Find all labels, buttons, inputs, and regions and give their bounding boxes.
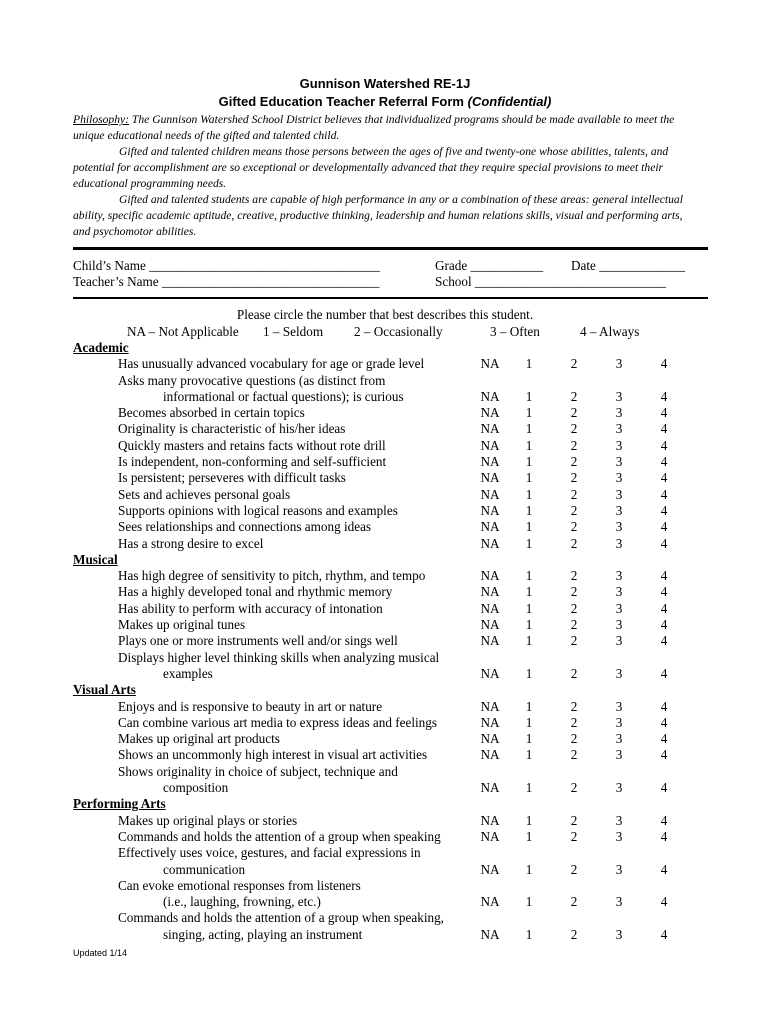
table-row (0, 780, 770, 796)
table-row (0, 389, 770, 405)
rating-option-4[interactable]: 4 (660, 535, 668, 551)
criterion-text: Becomes absorbed in certain topics (118, 405, 305, 421)
criterion-text: Originality is characteristic of his/her ideas (118, 421, 346, 437)
rating-option-1[interactable]: 1 (525, 519, 533, 535)
divider-top (73, 247, 708, 250)
criterion-text: Has a strong desire to excel (118, 535, 264, 551)
rating-option-2[interactable]: 2 (570, 731, 578, 747)
table-row (0, 666, 770, 682)
rating-option-1[interactable]: 1 (525, 747, 533, 763)
rating-option-3[interactable]: 3 (615, 780, 623, 796)
rating-option-na[interactable]: NA (480, 731, 500, 747)
table-row (0, 536, 770, 552)
rating-option-na[interactable]: NA (480, 926, 500, 942)
rating-option-1[interactable]: 1 (525, 861, 533, 877)
rating-option-1[interactable]: 1 (525, 812, 533, 828)
rating-option-3[interactable]: 3 (615, 486, 623, 502)
criterion-text: Can combine various art media to express ideas and feelings (118, 714, 437, 730)
rating-option-na[interactable]: NA (480, 828, 500, 844)
rating-option-4[interactable]: 4 (660, 584, 668, 600)
table-row (0, 910, 770, 926)
rating-option-4[interactable]: 4 (660, 405, 668, 421)
rating-option-3[interactable]: 3 (615, 665, 623, 681)
rating-option-3[interactable]: 3 (615, 502, 623, 518)
rating-option-2[interactable]: 2 (570, 747, 578, 763)
rating-option-2[interactable]: 2 (570, 405, 578, 421)
rating-option-4[interactable]: 4 (660, 926, 668, 942)
rating-option-3[interactable]: 3 (615, 828, 623, 844)
criterion-text: Enjoys and is responsive to beauty in art or nature (118, 698, 383, 714)
rating-option-4[interactable]: 4 (660, 454, 668, 470)
rating-option-1[interactable]: 1 (525, 388, 533, 404)
criterion-text: examples (163, 665, 213, 681)
rating-option-4[interactable]: 4 (660, 388, 668, 404)
rating-option-3[interactable]: 3 (615, 861, 623, 877)
rating-option-4[interactable]: 4 (660, 861, 668, 877)
section-heading: Academic (73, 340, 129, 355)
table-row (0, 438, 770, 454)
rating-option-4[interactable]: 4 (660, 486, 668, 502)
rating-option-2[interactable]: 2 (570, 617, 578, 633)
rating-option-na[interactable]: NA (480, 665, 500, 681)
table-row (0, 519, 770, 535)
table-row (0, 617, 770, 633)
scale-often: 3 – Often (490, 324, 540, 339)
rating-option-na[interactable]: NA (480, 747, 500, 763)
rating-option-2[interactable]: 2 (570, 535, 578, 551)
rating-option-na[interactable]: NA (480, 633, 500, 649)
table-row (0, 699, 770, 715)
table-row (0, 454, 770, 470)
rating-option-na[interactable]: NA (480, 600, 500, 616)
rating-option-4[interactable]: 4 (660, 437, 668, 453)
criterion-text: Shows originality in choice of subject, technique and (118, 763, 398, 779)
rating-option-4[interactable]: 4 (660, 617, 668, 633)
rating-option-na[interactable]: NA (480, 894, 500, 910)
philosophy-para2: Gifted and talented children means those persons between the ages of five and twenty-one whose abilities, talents, and potential for accomplishment are so exceptional or developmentally advanced that they require special provisions to meet their educational programming needs. (73, 145, 669, 190)
criterion-text: Can evoke emotional responses from listeners (118, 877, 361, 893)
table-row (0, 568, 770, 584)
criterion-text: Makes up original art products (118, 731, 280, 747)
rating-option-4[interactable]: 4 (660, 731, 668, 747)
table-row (0, 650, 770, 666)
rating-option-1[interactable]: 1 (525, 828, 533, 844)
teacher-name-field[interactable]: Teacher’s Name _________________________________ (73, 274, 380, 289)
section-heading: Performing Arts (73, 796, 166, 812)
rating-option-1[interactable]: 1 (525, 470, 533, 486)
rating-option-na[interactable]: NA (480, 356, 500, 372)
table-row (0, 633, 770, 649)
rating-option-na[interactable]: NA (480, 535, 500, 551)
rating-option-1[interactable]: 1 (525, 714, 533, 730)
form-title-main: Gifted Education Teacher Referral Form (218, 94, 468, 109)
rating-option-4[interactable]: 4 (660, 519, 668, 535)
section-heading: Musical (73, 551, 118, 567)
rating-option-2[interactable]: 2 (570, 698, 578, 714)
rating-option-1[interactable]: 1 (525, 665, 533, 681)
table-row (0, 405, 770, 421)
child-name-field[interactable]: Child’s Name ___________________________________ (73, 258, 380, 273)
rating-option-1[interactable]: 1 (525, 437, 533, 453)
criterion-text: (i.e., laughing, frowning, etc.) (163, 894, 321, 910)
rating-option-4[interactable]: 4 (660, 421, 668, 437)
criterion-text: communication (163, 861, 246, 877)
criterion-text: Has unusually advanced vocabulary for age or grade level (118, 356, 425, 372)
rating-option-1[interactable]: 1 (525, 486, 533, 502)
rating-option-na[interactable]: NA (480, 698, 500, 714)
table-row (0, 356, 770, 372)
section-header-row (0, 796, 770, 812)
criterion-text: Commands and holds the attention of a group when speaking (118, 828, 441, 844)
table-row (0, 862, 770, 878)
rating-option-2[interactable]: 2 (570, 486, 578, 502)
criterion-text: Has a highly developed tonal and rhythmic memory (118, 584, 393, 600)
divider-bottom (73, 297, 708, 299)
rating-option-2[interactable]: 2 (570, 454, 578, 470)
rating-option-4[interactable]: 4 (660, 894, 668, 910)
criterion-text: singing, acting, playing an instrument (163, 926, 363, 942)
rating-option-1[interactable]: 1 (525, 535, 533, 551)
criterion-text: Is independent, non-conforming and self-sufficient (118, 454, 387, 470)
criterion-text: Quickly masters and retains facts without rote drill (118, 437, 386, 453)
rating-option-3[interactable]: 3 (615, 698, 623, 714)
table-row (0, 584, 770, 600)
rating-option-3[interactable]: 3 (615, 731, 623, 747)
rating-option-na[interactable]: NA (480, 454, 500, 470)
rating-option-na[interactable]: NA (480, 437, 500, 453)
scale-always: 4 – Always (580, 324, 640, 339)
criterion-text: informational or factual questions); is curious (163, 388, 404, 404)
rating-option-na[interactable]: NA (480, 421, 500, 437)
philosophy-label: Philosophy: (73, 113, 130, 126)
rating-option-1[interactable]: 1 (525, 356, 533, 372)
philosophy-text: The Gunnison Watershed School District believes that individualized programs should be made available to meet the unique educational needs of the gifted and talented child. (73, 113, 675, 142)
table-row (0, 878, 770, 894)
rating-option-na[interactable]: NA (480, 584, 500, 600)
table-row (0, 813, 770, 829)
rating-option-na[interactable]: NA (480, 714, 500, 730)
criterion-text: Is persistent; perseveres with difficult tasks (118, 470, 346, 486)
rating-option-2[interactable]: 2 (570, 780, 578, 796)
district-title: Gunnison Watershed RE-1J (299, 76, 471, 91)
rating-option-1[interactable]: 1 (525, 780, 533, 796)
rating-option-1[interactable]: 1 (525, 617, 533, 633)
rating-option-2[interactable]: 2 (570, 356, 578, 372)
table-row (0, 764, 770, 780)
rating-option-2[interactable]: 2 (570, 926, 578, 942)
table-row (0, 894, 770, 910)
rating-option-3[interactable]: 3 (615, 633, 623, 649)
rating-option-3[interactable]: 3 (615, 894, 623, 910)
rating-option-3[interactable]: 3 (615, 584, 623, 600)
criterion-text: Has ability to perform with accuracy of intonation (118, 600, 383, 616)
scale-na: NA – Not Applicable (127, 324, 239, 339)
criterion-text: Displays higher level thinking skills when analyzing musical (118, 649, 440, 665)
rating-option-4[interactable]: 4 (660, 356, 668, 372)
rating-option-2[interactable]: 2 (570, 665, 578, 681)
rating-option-1[interactable]: 1 (525, 633, 533, 649)
philosophy-para3: Gifted and talented students are capable of high performance in any or a combination of these areas: general intellectual ability, specific academic aptitude, creative, productive thinking, leadership and human relations skills, visual and performing arts, and psychomotor abilities. (73, 193, 683, 238)
section-header-row (0, 552, 770, 568)
table-row (0, 927, 770, 943)
criterion-text: Effectively uses voice, gestures, and facial expressions in (118, 845, 421, 861)
rating-option-4[interactable]: 4 (660, 665, 668, 681)
rating-option-1[interactable]: 1 (525, 421, 533, 437)
rating-option-1[interactable]: 1 (525, 584, 533, 600)
rating-option-4[interactable]: 4 (660, 470, 668, 486)
rating-option-4[interactable]: 4 (660, 502, 668, 518)
rating-option-4[interactable]: 4 (660, 747, 668, 763)
criterion-text: Commands and holds the attention of a group when speaking, (118, 910, 444, 926)
table-row (0, 829, 770, 845)
rating-option-3[interactable]: 3 (615, 714, 623, 730)
criterion-text: Sets and achieves personal goals (118, 486, 291, 502)
scale-occasionally: 2 – Occasionally (354, 324, 443, 339)
rating-option-4[interactable]: 4 (660, 812, 668, 828)
table-row (0, 715, 770, 731)
rating-option-1[interactable]: 1 (525, 926, 533, 942)
rating-option-4[interactable]: 4 (660, 780, 668, 796)
criterion-text: Has high degree of sensitivity to pitch, rhythm, and tempo (118, 568, 426, 584)
criterion-text: Sees relationships and connections among ideas (118, 519, 372, 535)
section-header-row (0, 340, 770, 356)
rating-option-3[interactable]: 3 (615, 568, 623, 584)
rating-option-2[interactable]: 2 (570, 861, 578, 877)
rating-option-4[interactable]: 4 (660, 568, 668, 584)
criterion-text: Shows an uncommonly high interest in visual art activities (118, 747, 428, 763)
rating-option-na[interactable]: NA (480, 861, 500, 877)
rating-option-2[interactable]: 2 (570, 519, 578, 535)
rating-option-2[interactable]: 2 (570, 568, 578, 584)
rating-option-na[interactable]: NA (480, 812, 500, 828)
table-row (0, 421, 770, 437)
date-field[interactable]: Date _____________ (571, 258, 685, 273)
rating-option-1[interactable]: 1 (525, 454, 533, 470)
table-row (0, 845, 770, 861)
rating-option-3[interactable]: 3 (615, 519, 623, 535)
rating-table (0, 340, 770, 943)
rating-option-3[interactable]: 3 (615, 747, 623, 763)
table-row (0, 487, 770, 503)
rating-option-1[interactable]: 1 (525, 600, 533, 616)
rating-option-3[interactable]: 3 (615, 600, 623, 616)
criterion-text: Asks many provocative questions (as distinct from (118, 372, 386, 388)
rating-option-na[interactable]: NA (480, 388, 500, 404)
rating-option-2[interactable]: 2 (570, 502, 578, 518)
rating-option-4[interactable]: 4 (660, 633, 668, 649)
rating-option-na[interactable]: NA (480, 617, 500, 633)
rating-option-na[interactable]: NA (480, 780, 500, 796)
rating-option-4[interactable]: 4 (660, 714, 668, 730)
philosophy-block (73, 112, 701, 240)
rating-option-3[interactable]: 3 (615, 405, 623, 421)
rating-option-2[interactable]: 2 (570, 584, 578, 600)
rating-option-3[interactable]: 3 (615, 388, 623, 404)
rating-option-1[interactable]: 1 (525, 405, 533, 421)
rating-option-2[interactable]: 2 (570, 470, 578, 486)
rating-option-1[interactable]: 1 (525, 731, 533, 747)
criterion-text: composition (163, 780, 229, 796)
criterion-text: Makes up original plays or stories (118, 812, 298, 828)
rating-option-na[interactable]: NA (480, 519, 500, 535)
updated-footer: Updated 1/14 (73, 948, 128, 958)
rating-option-3[interactable]: 3 (615, 470, 623, 486)
rating-option-na[interactable]: NA (480, 486, 500, 502)
criterion-text: Supports opinions with logical reasons and examples (118, 502, 398, 518)
rating-option-na[interactable]: NA (480, 568, 500, 584)
rating-option-2[interactable]: 2 (570, 437, 578, 453)
rating-option-3[interactable]: 3 (615, 421, 623, 437)
rating-option-1[interactable]: 1 (525, 698, 533, 714)
table-row (0, 747, 770, 763)
scale-seldom: 1 – Seldom (263, 324, 324, 339)
instruction-text: Please circle the number that best describes this student. (236, 307, 534, 322)
rating-option-3[interactable]: 3 (615, 535, 623, 551)
rating-option-1[interactable]: 1 (525, 568, 533, 584)
criterion-text: Plays one or more instruments well and/or sings well (118, 633, 398, 649)
rating-option-3[interactable]: 3 (615, 356, 623, 372)
form-title (0, 94, 770, 109)
rating-option-4[interactable]: 4 (660, 698, 668, 714)
rating-option-3[interactable]: 3 (615, 454, 623, 470)
rating-option-2[interactable]: 2 (570, 812, 578, 828)
table-row (0, 601, 770, 617)
rating-option-1[interactable]: 1 (525, 502, 533, 518)
rating-option-1[interactable]: 1 (525, 894, 533, 910)
grade-field[interactable]: Grade ___________ (435, 258, 544, 273)
rating-option-na[interactable]: NA (480, 502, 500, 518)
rating-option-3[interactable]: 3 (615, 926, 623, 942)
rating-option-2[interactable]: 2 (570, 894, 578, 910)
rating-option-4[interactable]: 4 (660, 600, 668, 616)
table-row (0, 470, 770, 486)
rating-option-4[interactable]: 4 (660, 828, 668, 844)
rating-option-na[interactable]: NA (480, 470, 500, 486)
rating-option-2[interactable]: 2 (570, 600, 578, 616)
rating-option-3[interactable]: 3 (615, 437, 623, 453)
rating-option-2[interactable]: 2 (570, 714, 578, 730)
section-header-row (0, 682, 770, 698)
rating-option-2[interactable]: 2 (570, 388, 578, 404)
table-row (0, 731, 770, 747)
rating-option-na[interactable]: NA (480, 405, 500, 421)
rating-option-3[interactable]: 3 (615, 617, 623, 633)
table-row (0, 373, 770, 389)
school-field[interactable]: School _____________________________ (435, 274, 667, 289)
rating-option-2[interactable]: 2 (570, 633, 578, 649)
table-row (0, 503, 770, 519)
form-title-confidential: (Confidential) (467, 94, 552, 109)
criterion-text: Makes up original tunes (118, 617, 246, 633)
rating-option-3[interactable]: 3 (615, 812, 623, 828)
rating-option-2[interactable]: 2 (570, 421, 578, 437)
rating-option-2[interactable]: 2 (570, 828, 578, 844)
section-heading: Visual Arts (73, 682, 136, 698)
